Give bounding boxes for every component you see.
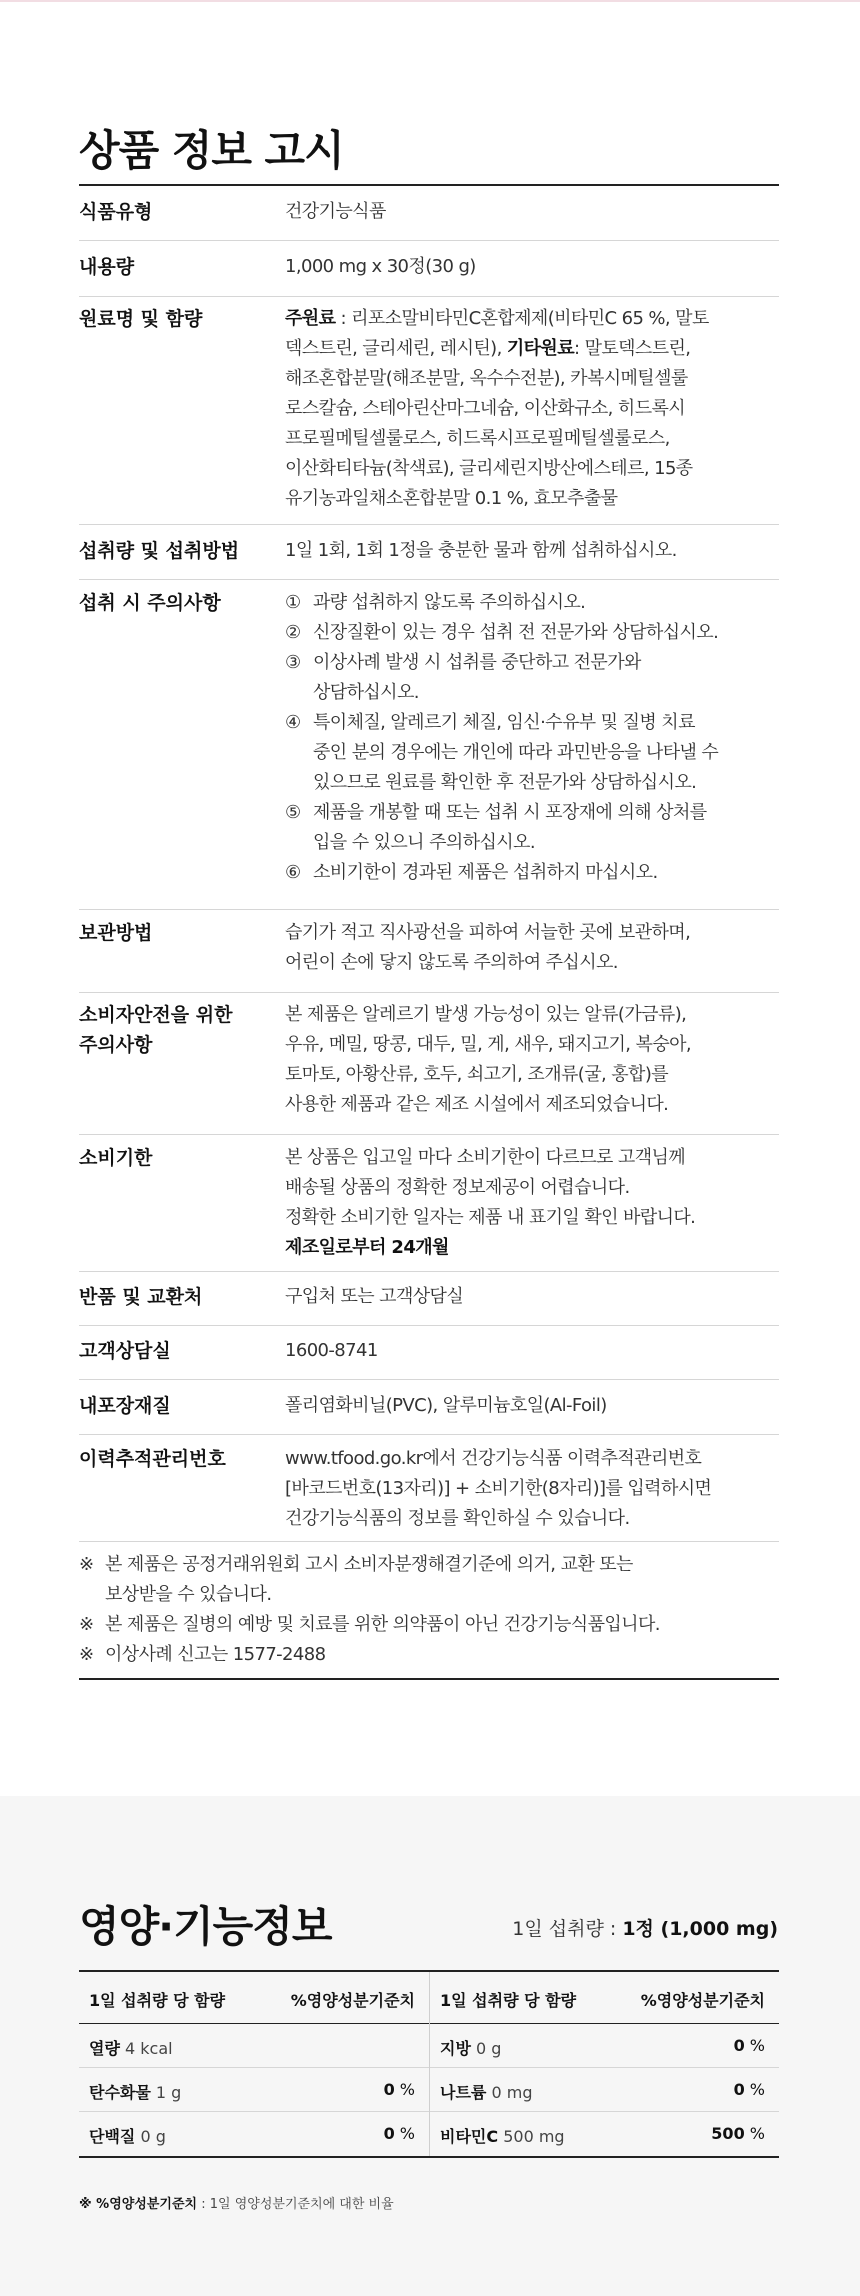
note-item: ※ 본 제품은 공정거래위원회 고시 소비자분쟁해결기준에 의거, 교환 또는 보상받을 수 있습니다. <box>79 1554 633 1605</box>
row-label: 내포장재질 <box>79 1395 171 1417</box>
nutrient-row: 지방 0 g 0 % <box>430 2024 779 2068</box>
row-divider <box>79 524 779 525</box>
row-label: 보관방법 <box>79 922 153 944</box>
caution-item: ② 신장질환이 있는 경우 섭취 전 전문가와 상담하십시오. <box>285 622 719 643</box>
row-label: 소비기한 <box>79 1147 153 1169</box>
note-item: ※ 이상사례 신고는 1577-2488 <box>79 1644 326 1665</box>
nutrient-row: 단백질 0 g 0 % <box>89 2124 415 2146</box>
nutrition-column-left <box>79 1972 429 2156</box>
caution-item: ③ 이상사례 발생 시 섭취를 중단하고 전문가와 상담하십시오. <box>285 652 641 703</box>
nutrition-table <box>79 1970 779 2158</box>
caution-item: ① 과량 섭취하지 않도록 주의하십시오. <box>285 592 586 613</box>
row-divider <box>79 909 779 910</box>
row-value: 습기가 적고 직사광선을 피하여 서늘한 곳에 보관하며, 어린이 손에 닿지 않도록 주의하여 주십시오. <box>285 922 691 973</box>
nutrition-title: 영양·기능정보 <box>79 1902 332 1951</box>
caution-item: ⑥ 소비기한이 경과된 제품은 섭취하지 마십시오. <box>285 862 658 883</box>
main-ingredient-label: 주원료 <box>285 308 336 329</box>
row-value: 1일 1회, 1회 1정을 충분한 물과 함께 섭취하십시오. <box>285 540 677 561</box>
notice-title: 상품 정보 고시 <box>79 126 344 175</box>
row-label: 섭취량 및 섭취방법 <box>79 540 240 562</box>
nutrient-row: 비타민C 500 mg 500 % <box>440 2124 765 2146</box>
row-label: 섭취 시 주의사항 <box>79 592 221 614</box>
row-label: 소비자안전을 위한 주의사항 <box>79 1004 233 1056</box>
row-label: 내용량 <box>79 256 135 278</box>
row-label: 반품 및 교환처 <box>79 1286 203 1308</box>
notice-notes <box>79 1550 779 1670</box>
row-label: 원료명 및 함량 <box>79 308 203 330</box>
row-divider <box>79 1379 779 1380</box>
nutrition-header: 1일 섭취량 당 함량 %영양성분기준치 <box>79 1972 429 2024</box>
row-value: 주원료 : 리포소말비타민C혼합제제(비타민C 65 %, 말토 덱스트린, 글리세린, 레시틴), 기타원료: 말토덱스트린, 해조혼합분말(해조분말, 옥수수전분), 카복시메틸셀룰 로스칼슘, 스테아린산마그네슘, 이산화규소, 히드록시 프로필메틸셀룰로스, 히드록시프로필메틸셀룰로스, 이산화티타늄(착색료), 글리세린지방산에스테르, 15종 유기농과일채소혼합분말 0.1 %, 효모추출물 <box>285 308 709 509</box>
serving-size: 1일 섭취량 : 1정 (1,000 mg) <box>512 1918 778 1940</box>
nutrient-row: 열량 4 kcal <box>79 2024 429 2068</box>
nutrition-header: 1일 섭취량 당 함량 %영양성분기준치 <box>430 1972 779 2024</box>
row-value: 건강기능식품 <box>285 201 386 222</box>
nutrient-row: 탄수화물 1 g 0 % <box>79 2068 429 2112</box>
nutrition-column-right <box>430 1972 780 2156</box>
row-divider <box>79 992 779 993</box>
row-label: 식품유형 <box>79 201 153 223</box>
note-item: ※ 본 제품은 질병의 예방 및 치료를 위한 의약품이 아닌 건강기능식품입니다. <box>79 1614 660 1635</box>
row-divider <box>79 1271 779 1272</box>
row-divider <box>79 1434 779 1435</box>
row-value: 폴리염화비닐(PVC), 알루미늄호일(Al-Foil) <box>285 1395 607 1416</box>
row-divider <box>79 240 779 241</box>
caution-item: ④ 특이체질, 알레르기 체질, 임신·수유부 및 질병 치료 중인 분의 경우에는 개인에 따라 과민반응을 나타낼 수 있으므로 원료를 확인한 후 전문가와 상담하십시오. <box>285 712 719 793</box>
notice-table <box>79 184 779 1678</box>
nutrient-row: 나트륨 0 mg 0 % <box>430 2068 779 2112</box>
row-value: www.tfood.go.kr에서 건강기능식품 이력추적관리번호 [바코드번호(13자리)] + 소비기한(8자리)]를 입력하시면 건강기능식품의 정보를 확인하실 수 있습니다. <box>285 1448 712 1529</box>
row-divider <box>79 579 779 580</box>
nutrition-section <box>0 1796 860 2296</box>
row-label: 이력추적관리번호 <box>79 1448 226 1470</box>
top-accent-line <box>0 0 860 2</box>
row-value: 1600-8741 <box>285 1340 378 1361</box>
row-value: 1,000 mg x 30정(30 g) <box>285 256 476 277</box>
row-label: 고객상담실 <box>79 1340 171 1362</box>
caution-item: ⑤ 제품을 개봉할 때 또는 섭취 시 포장재에 의해 상처를 입을 수 있으니 주의하십시오. <box>285 802 707 853</box>
row-divider <box>79 1325 779 1326</box>
notice-bottom-line <box>79 1678 779 1680</box>
row-value <box>285 588 785 888</box>
row-divider <box>79 296 779 297</box>
row-divider <box>79 1134 779 1135</box>
row-divider <box>79 1541 779 1542</box>
other-ingredient-label: 기타원료 <box>506 338 574 359</box>
row-value: 본 제품은 알레르기 발생 가능성이 있는 알류(가금류), 우유, 메밀, 땅콩, 대두, 밀, 게, 새우, 돼지고기, 복숭아, 토마토, 아황산류, 호두, 쇠고기, 조개류(굴, 홍합)를 사용한 제품과 같은 제조 시설에서 제조되었습니다. <box>285 1004 692 1115</box>
nutrition-footnote: ※ %영양성분기준치 : 1일 영양성분기준치에 대한 비율 <box>79 2197 394 2212</box>
row-value: 본 상품은 입고일 마다 소비기한이 다르므로 고객님께 배송될 상품의 정확한 정보제공이 어렵습니다. 정확한 소비기한 일자는 제품 내 표기일 확인 바랍니다. 제조일로부터 24개월 <box>285 1147 696 1258</box>
row-value: 구입처 또는 고객상담실 <box>285 1286 464 1307</box>
